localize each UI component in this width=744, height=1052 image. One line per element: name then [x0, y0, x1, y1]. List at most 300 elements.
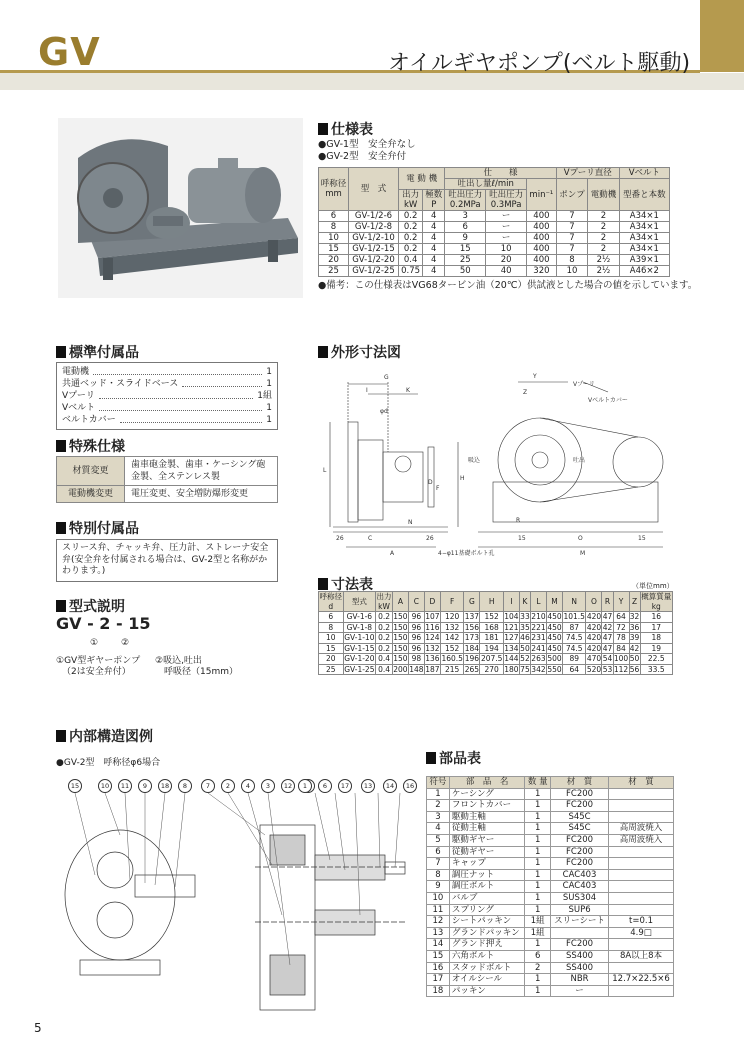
- dims-table: [318, 591, 673, 675]
- parts-cell: [609, 811, 674, 823]
- spec-cell: 400: [527, 244, 557, 255]
- dim-label-i: I: [366, 387, 368, 394]
- dims-cell: 160.5: [441, 654, 463, 663]
- callout-balloon: 13: [361, 779, 375, 793]
- dims-cell: 221: [531, 622, 546, 632]
- model-note-1: [56, 656, 140, 678]
- parts-cell: FC200: [551, 939, 609, 951]
- parts-cell: 1: [525, 823, 551, 835]
- spec-cell: GV-1/2-20: [349, 255, 399, 266]
- parts-cell: 8A以上8本: [609, 950, 674, 962]
- parts-row: [427, 950, 674, 962]
- dim-label-15a: 15: [518, 535, 526, 542]
- dims-cell: 54: [602, 654, 613, 663]
- parts-cell: 5: [427, 834, 450, 846]
- spec-cell: 10: [556, 266, 587, 277]
- parts-row: [427, 823, 674, 835]
- spec-h-p2: 吐出圧力 0.3MPa: [486, 190, 527, 211]
- spec-table: [318, 167, 670, 277]
- dims-cell: 152: [440, 643, 463, 654]
- parts-cell: フロントカバー: [449, 800, 525, 812]
- dims-cell: 342: [531, 664, 546, 674]
- dims-cell: 420: [586, 633, 602, 642]
- parts-cell: 駆動ギヤー: [449, 834, 525, 846]
- dims-cell: 0.2: [376, 633, 393, 644]
- dims-cell: 15: [319, 643, 344, 654]
- parts-row: [427, 916, 674, 928]
- dims-unit: （単位mm）: [632, 582, 674, 590]
- spec-cell: 7: [556, 244, 587, 255]
- accessories-title: 標準付属品: [56, 342, 139, 362]
- spec-h-spec: 仕 様: [445, 168, 556, 179]
- parts-cell: 1: [525, 800, 551, 812]
- dims-cell: 0.2: [376, 643, 393, 654]
- internal-caption: ●GV-2型 呼称径φ6場合: [56, 758, 161, 768]
- dims-row: [319, 654, 673, 665]
- leader-dots: [99, 402, 262, 411]
- parts-cell: 従動ギヤー: [449, 846, 525, 858]
- dims-cell: 52: [520, 654, 530, 663]
- accessory-qty: 1: [266, 403, 272, 413]
- special-spec-value-1: 歯車砲金製、歯車・ケーシング砲金製、全ステンレス製: [125, 457, 278, 486]
- outline-drawing: [318, 362, 673, 572]
- accessory-item: [62, 402, 272, 414]
- dims-cell: 265: [464, 664, 480, 674]
- parts-cell: 従動主軸: [449, 823, 525, 835]
- special-spec-value-2: 電圧変更、安全増防爆形変更: [125, 486, 278, 503]
- accessory-name: Vベルト: [62, 403, 96, 413]
- dims-cell: 84: [613, 643, 629, 654]
- parts-row: [427, 904, 674, 916]
- model-note-2b: 呼吸径（15mm）: [164, 667, 238, 677]
- parts-cell: スリーシート: [551, 916, 609, 928]
- spec-h-flow: 吐出し量ℓ/min: [445, 179, 527, 190]
- dims-cell: GV-1-15: [344, 643, 375, 653]
- dim-label-o: O: [578, 535, 583, 542]
- internal-drawing: [60, 775, 415, 1040]
- label-suction: 吸込: [468, 457, 481, 464]
- callout-balloon: 3: [261, 779, 275, 793]
- callout-balloon: 2: [221, 779, 235, 793]
- spec-cell: 2: [588, 211, 619, 222]
- dims-cell: 210: [531, 612, 546, 621]
- dims-header: 呼称径 d: [319, 592, 343, 611]
- parts-cell: 3: [427, 811, 450, 823]
- dims-cell: 270: [480, 664, 503, 675]
- spec-h-type: 型 式: [349, 168, 399, 211]
- dims-cell: 46: [520, 633, 530, 642]
- parts-cell: 1: [525, 974, 551, 986]
- dims-cell: 241: [531, 643, 546, 653]
- callout-balloon: 7: [201, 779, 215, 793]
- dims-cell: 10: [319, 633, 344, 644]
- spec-cell: 0.75: [399, 266, 423, 277]
- dims-cell: 137: [464, 612, 480, 621]
- parts-cell: S45C: [551, 811, 609, 823]
- accessories-list: [56, 362, 278, 430]
- dims-cell: 101.5: [563, 612, 585, 621]
- callout-balloon: 12: [281, 779, 295, 793]
- dims-cell: 142: [440, 633, 463, 644]
- dims-cell: 19: [640, 643, 672, 654]
- parts-cell: 1組: [525, 927, 551, 939]
- dims-cell: 231: [531, 633, 546, 642]
- parts-cell: 1: [525, 788, 551, 800]
- spec-cell: 0.2: [399, 244, 423, 255]
- dims-cell: 150: [393, 612, 408, 621]
- dims-cell: 39: [629, 633, 640, 642]
- parts-cell: 1: [525, 985, 551, 997]
- dims-cell: 180: [504, 664, 519, 674]
- parts-cell: 8: [427, 869, 450, 881]
- spec-title: 仕様表: [318, 119, 373, 139]
- model-code: GV: [38, 30, 101, 74]
- dims-cell: 50: [629, 654, 640, 663]
- dims-cell: 132: [440, 622, 463, 633]
- special-spec-title: 特殊仕様: [56, 436, 125, 456]
- dims-header: C: [408, 592, 424, 612]
- parts-cell: [609, 985, 674, 997]
- dims-header: 出力 kW: [376, 592, 392, 611]
- parts-row: [427, 962, 674, 974]
- dim-label-phid: φd: [380, 408, 388, 415]
- dim-label-26b: 26: [426, 535, 434, 542]
- accessory-qty: 1: [266, 415, 272, 425]
- spec-cell: A39×1: [619, 255, 669, 266]
- dims-cell: 127: [504, 633, 519, 642]
- label-bolt-hole: 4−φ11基礎ボルト孔: [438, 550, 495, 557]
- parts-cell: 1: [525, 939, 551, 951]
- parts-cell: 調圧ボルト: [449, 881, 525, 893]
- spec-row: [319, 255, 670, 266]
- dim-label-a: A: [390, 550, 395, 557]
- callout-balloon: 14: [383, 779, 397, 793]
- dims-header: R: [602, 592, 613, 612]
- dims-header: G: [464, 592, 480, 612]
- dims-cell: 207.5: [480, 654, 503, 663]
- dims-cell: 0.4: [376, 664, 393, 675]
- dims-cell: 215: [440, 664, 463, 675]
- spec-cell: 2: [588, 233, 619, 244]
- parts-header: 部 品 名: [449, 777, 525, 789]
- parts-cell: グランドパッキン: [449, 927, 525, 939]
- parts-cell: 4: [427, 823, 450, 835]
- parts-cell: 7: [427, 858, 450, 870]
- spec-cell: ー: [486, 211, 527, 222]
- dims-cell: 89: [562, 654, 585, 665]
- dims-cell: 74.5: [562, 633, 585, 644]
- dims-cell: 18: [640, 633, 672, 644]
- parts-header: 材 質: [609, 777, 674, 789]
- label-belt-cover: Vベルトカバー: [588, 397, 628, 404]
- parts-cell: 1: [525, 892, 551, 904]
- parts-cell: [609, 788, 674, 800]
- special-spec-label-1: 材質変更: [57, 457, 125, 486]
- parts-cell: 高周波焼入: [609, 834, 674, 846]
- spec-cell: 0.2: [399, 233, 423, 244]
- dim-label-l: L: [323, 467, 327, 474]
- dims-cell: 144: [504, 654, 519, 663]
- dims-cell: 96: [408, 612, 424, 623]
- dims-cell: 168: [480, 622, 503, 633]
- dims-cell: 450: [547, 633, 562, 642]
- dim-label-d: D: [428, 479, 433, 486]
- accessory-item: [62, 366, 272, 378]
- dims-cell: 47: [602, 612, 613, 621]
- leader-dots: [93, 366, 262, 375]
- dims-cell: 22.5: [640, 654, 672, 665]
- dims-cell: GV-1-8: [343, 622, 376, 633]
- dims-cell: 196: [464, 654, 480, 663]
- spec-cell: 400: [527, 233, 557, 244]
- dims-cell: 0.4: [376, 654, 393, 665]
- spec-cell: 25: [445, 255, 486, 266]
- parts-cell: ー: [551, 985, 609, 997]
- dims-cell: 194: [480, 643, 503, 654]
- spec-cell: 4: [423, 211, 445, 222]
- dims-cell: 42: [602, 622, 613, 632]
- spec-h-motor: 電 動 機: [399, 168, 445, 190]
- parts-cell: NBR: [551, 974, 609, 986]
- dims-cell: 98: [408, 654, 424, 665]
- leader-dots: [182, 378, 262, 387]
- dims-cell: GV-1-10: [344, 633, 375, 642]
- special-spec-table: [56, 456, 278, 503]
- parts-cell: オイルシール: [449, 974, 525, 986]
- dims-cell: 87: [562, 622, 585, 633]
- spec-cell: 2: [588, 244, 619, 255]
- dims-cell: 33.5: [640, 664, 672, 675]
- spec-cell: 4: [423, 222, 445, 233]
- dims-header: L: [530, 592, 546, 612]
- model-note-1a: ①GV型ギヤーポンプ: [56, 656, 141, 666]
- dims-cell: 150: [393, 633, 408, 642]
- dims-cell: 124: [425, 633, 440, 642]
- spec-h-rpm: min⁻¹: [527, 179, 557, 211]
- spec-cell: 7: [556, 211, 587, 222]
- parts-cell: 6: [427, 846, 450, 858]
- spec-cell: 400: [527, 222, 557, 233]
- spec-h-out: 出力 kW: [399, 190, 423, 211]
- model-note-2a: ②吸込,吐出: [155, 656, 202, 666]
- model-marker-1: ①: [90, 638, 99, 648]
- dims-cell: 148: [409, 664, 424, 674]
- spec-cell: 8: [319, 222, 349, 233]
- dims-header: O: [586, 592, 602, 612]
- dims-cell: 500: [547, 654, 562, 663]
- dims-cell: 96: [408, 643, 424, 654]
- parts-cell: 6: [525, 950, 551, 962]
- callout-balloon: 17: [338, 779, 352, 793]
- dims-cell: 450: [547, 622, 562, 632]
- spec-cell: GV-1/2-8: [349, 222, 399, 233]
- spec-h-beltsz: 型番と本数: [619, 179, 669, 211]
- page-number: 5: [34, 1021, 42, 1035]
- dims-cell: 136: [425, 654, 440, 663]
- dims-cell: 450: [547, 612, 562, 621]
- dims-cell: 0.2: [376, 612, 393, 623]
- spec-row: [319, 211, 670, 222]
- dims-cell: 181: [480, 633, 503, 644]
- dims-cell: 104: [504, 612, 519, 621]
- parts-cell: FC200: [551, 800, 609, 812]
- spec-cell: 8: [556, 255, 587, 266]
- spec-cell: ー: [486, 222, 527, 233]
- parts-cell: S45C: [551, 823, 609, 835]
- accessory-item: [62, 390, 272, 402]
- parts-row: [427, 800, 674, 812]
- dims-cell: 56: [629, 664, 640, 674]
- parts-cell: グランド押え: [449, 939, 525, 951]
- model-explain-title: 型式説明: [56, 596, 125, 616]
- dims-cell: GV-1-20: [344, 654, 375, 663]
- accessory-qty: 1組: [257, 391, 272, 401]
- dims-cell: 78: [613, 633, 629, 644]
- callout-balloon: 11: [118, 779, 132, 793]
- parts-title: 部品表: [426, 748, 481, 768]
- dims-cell: 107: [425, 612, 440, 621]
- spec-cell: 20: [486, 255, 527, 266]
- dim-label-k: K: [406, 387, 410, 394]
- spec-h-motor2: 電動機: [588, 179, 619, 211]
- callout-balloon: 6: [318, 779, 332, 793]
- options-text: スリース弁、チャッキ弁、圧力計、ストレーナ安全弁(安全弁を付属される場合は、GV-2型と名称がかわります。): [56, 539, 278, 582]
- parts-row: [427, 892, 674, 904]
- dims-cell: 120: [440, 612, 463, 623]
- label-discharge: 吐出: [573, 457, 586, 464]
- dims-cell: 25: [319, 664, 344, 675]
- parts-cell: 調圧ナット: [449, 869, 525, 881]
- parts-cell: 2: [427, 800, 450, 812]
- spec-cell: GV-1/2-10: [349, 233, 399, 244]
- parts-cell: 14: [427, 939, 450, 951]
- spec-cell: 40: [486, 266, 527, 277]
- parts-cell: パッキン: [449, 985, 525, 997]
- dims-cell: 96: [408, 633, 424, 644]
- dims-cell: 173: [464, 633, 480, 642]
- dims-header: H: [480, 592, 503, 612]
- accessory-item: [62, 378, 272, 390]
- parts-cell: 12: [427, 916, 450, 928]
- parts-row: [427, 881, 674, 893]
- dims-row: [319, 622, 673, 633]
- callout-balloon: 9: [138, 779, 152, 793]
- spec-cell: 25: [319, 266, 349, 277]
- spec-cell: A34×1: [619, 244, 669, 255]
- parts-cell: 1: [525, 858, 551, 870]
- parts-row: [427, 788, 674, 800]
- dims-header: 型式: [343, 592, 376, 612]
- dims-row: [319, 643, 673, 654]
- spec-cell: 3: [445, 211, 486, 222]
- dims-cell: 36: [629, 622, 640, 632]
- model-code-example: GV - 2 - 15: [56, 614, 151, 633]
- spec-h-pump: ポンプ: [556, 179, 587, 211]
- spec-cell: 0.4: [399, 255, 423, 266]
- parts-cell: 2: [525, 962, 551, 974]
- dims-cell: 150: [393, 643, 408, 653]
- dims-cell: 100: [613, 654, 629, 663]
- parts-cell: 1: [525, 834, 551, 846]
- header-gold-tab: [700, 0, 744, 72]
- dims-header: 概算質量 kg: [641, 592, 672, 611]
- parts-cell: [609, 892, 674, 904]
- dims-header: F: [440, 592, 463, 612]
- parts-cell: CAC403: [551, 881, 609, 893]
- parts-cell: 駆動主軸: [449, 811, 525, 823]
- parts-cell: 1: [525, 881, 551, 893]
- dims-cell: 32: [629, 612, 640, 621]
- label-pulley: Vプーリ: [573, 381, 595, 388]
- special-spec-label-2: 電動機変更: [57, 486, 125, 503]
- dims-header: N: [562, 592, 585, 612]
- parts-cell: [609, 962, 674, 974]
- spec-cell: 6: [319, 211, 349, 222]
- parts-row: [427, 939, 674, 951]
- callout-balloon: 4: [241, 779, 255, 793]
- callout-balloon: 10: [98, 779, 112, 793]
- parts-row: [427, 985, 674, 997]
- dims-cell: 96: [408, 622, 424, 633]
- parts-cell: 1: [525, 869, 551, 881]
- parts-table: [426, 776, 674, 997]
- dims-cell: 134: [504, 643, 519, 653]
- parts-cell: 9: [427, 881, 450, 893]
- dims-cell: 150: [393, 622, 408, 632]
- spec-cell: 2½: [588, 255, 619, 266]
- parts-header: 材 質: [551, 777, 609, 789]
- dim-label-h: H: [460, 475, 465, 482]
- spec-cell: 4: [423, 233, 445, 244]
- dims-cell: 35: [520, 622, 530, 632]
- parts-cell: キャップ: [449, 858, 525, 870]
- parts-row: [427, 834, 674, 846]
- dims-cell: 470: [586, 654, 602, 663]
- spec-cell: 7: [556, 233, 587, 244]
- parts-cell: 1: [525, 811, 551, 823]
- spec-row: [319, 233, 670, 244]
- parts-cell: 1組: [525, 916, 551, 928]
- model-note-2: [155, 656, 238, 678]
- dims-header: D: [424, 592, 440, 612]
- model-marker-2: ②: [121, 638, 130, 648]
- dim-label-f: F: [436, 485, 440, 492]
- spec-cell: 400: [527, 255, 557, 266]
- accessory-qty: 1: [266, 379, 272, 389]
- page-subtitle: オイルギヤポンプ(ベルト駆動): [388, 51, 691, 76]
- dims-cell: 72: [613, 622, 629, 633]
- outline-title: 外形寸法図: [318, 342, 401, 362]
- dims-cell: 150: [393, 654, 408, 663]
- parts-cell: 4.9□: [609, 927, 674, 939]
- spec-cell: 20: [319, 255, 349, 266]
- leader-dots: [99, 390, 253, 399]
- accessory-name: 電動機: [62, 367, 90, 377]
- parts-row: [427, 811, 674, 823]
- dims-cell: 420: [586, 612, 602, 621]
- parts-cell: SS400: [551, 950, 609, 962]
- spec-notes: [318, 139, 416, 163]
- spec-cell: 10: [319, 233, 349, 244]
- dims-header: A: [392, 592, 408, 612]
- parts-cell: FC200: [551, 858, 609, 870]
- dims-cell: 550: [547, 664, 562, 674]
- spec-cell: 2: [588, 222, 619, 233]
- spec-row: [319, 266, 670, 277]
- dims-row: [319, 633, 673, 644]
- spec-row: [319, 222, 670, 233]
- parts-cell: ケーシング: [449, 788, 525, 800]
